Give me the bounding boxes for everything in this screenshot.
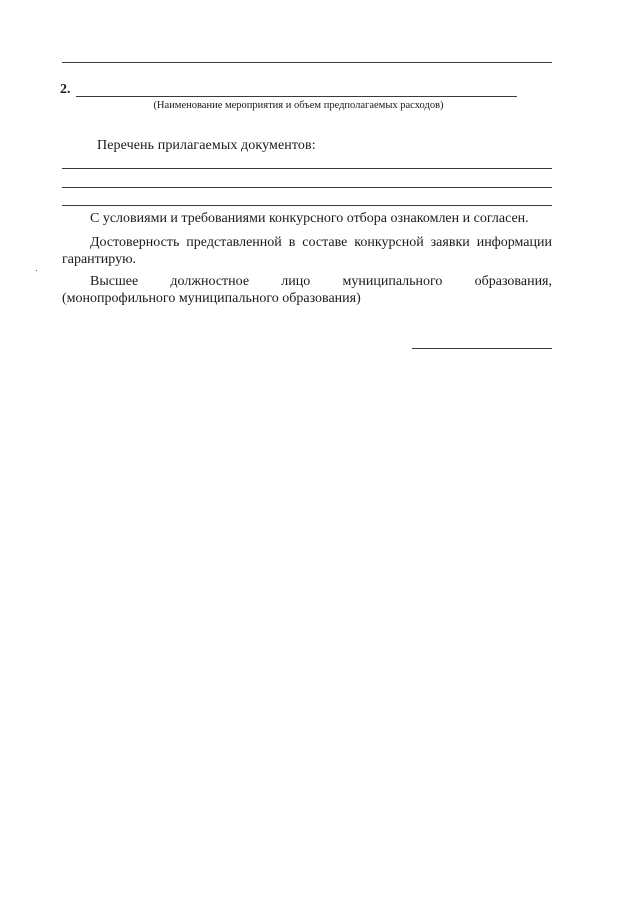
documents-line-1 <box>62 168 552 169</box>
event-name-caption: (Наименование мероприятия и объем предполагаемых расходов) <box>153 100 444 111</box>
reliability-paragraph: Достоверность представленной в составе конкурсной заявки информации гарантирую. <box>62 235 552 267</box>
event-name-line <box>76 96 517 97</box>
signature-line <box>412 348 552 349</box>
agreement-paragraph: С условиями и требованиями конкурсного отбора ознакомлен и согласен. <box>90 211 529 226</box>
documents-line-3 <box>62 205 552 206</box>
margin-dot <box>36 270 37 271</box>
top-blank-line <box>62 62 552 63</box>
official-paragraph: Высшее должностное лицо муниципального образования, (монопрофильного муниципального образования) <box>62 274 552 306</box>
documents-line-2 <box>62 187 552 188</box>
documents-heading: Перечень прилагаемых документов: <box>97 138 316 153</box>
item-number: 2. <box>60 82 71 97</box>
